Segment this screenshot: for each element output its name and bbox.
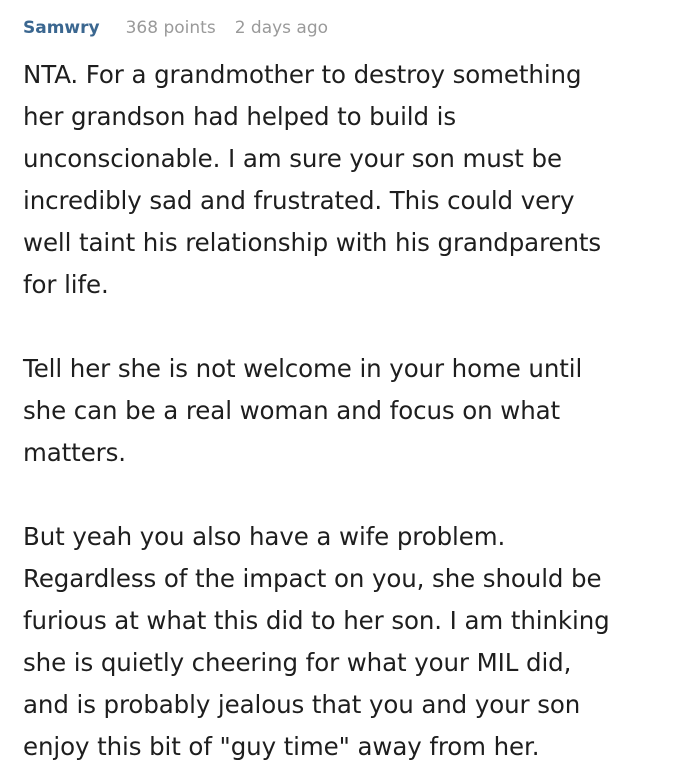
comment-paragraph [23, 348, 683, 474]
comment-text-line: she is quietly cheering for what your MIL did, [23, 648, 572, 677]
comment-text-line: her grandson had helped to build is [23, 102, 456, 131]
comment-body [23, 54, 683, 768]
comment-text-line: she can be a real woman and focus on what [23, 396, 561, 425]
comment-text-line: for life. [23, 270, 109, 299]
comment-text-line: and is probably jealous that you and your son [23, 690, 581, 719]
comment-text-line: well taint his relationship with his grandparents [23, 228, 602, 257]
comment-meta [23, 18, 683, 44]
comment-timestamp: 2 days ago [234, 18, 329, 38]
comment-text-line: furious at what this did to her son. I am thinking [23, 606, 610, 635]
comment-text-line: Tell her she is not welcome in your home until [23, 354, 583, 383]
comment-text-line: matters. [23, 438, 126, 467]
comment-text-line: enjoy this bit of "guy time" away from her. [23, 732, 540, 761]
comment-text-line: unconscionable. I am sure your son must be [23, 144, 562, 173]
comment-text-line: NTA. For a grandmother to destroy something [23, 60, 582, 89]
comment-text-line: incredibly sad and frustrated. This could very [23, 186, 575, 215]
comment-paragraph [23, 54, 683, 306]
comment-text-line: But yeah you also have a wife problem. [23, 522, 506, 551]
comment-author-link[interactable]: Samwry [23, 18, 100, 38]
comment-text-line: Regardless of the impact on you, she should be [23, 564, 602, 593]
comment-points: 368 points [125, 18, 216, 38]
comment-paragraph [23, 516, 683, 768]
comment [23, 18, 683, 768]
